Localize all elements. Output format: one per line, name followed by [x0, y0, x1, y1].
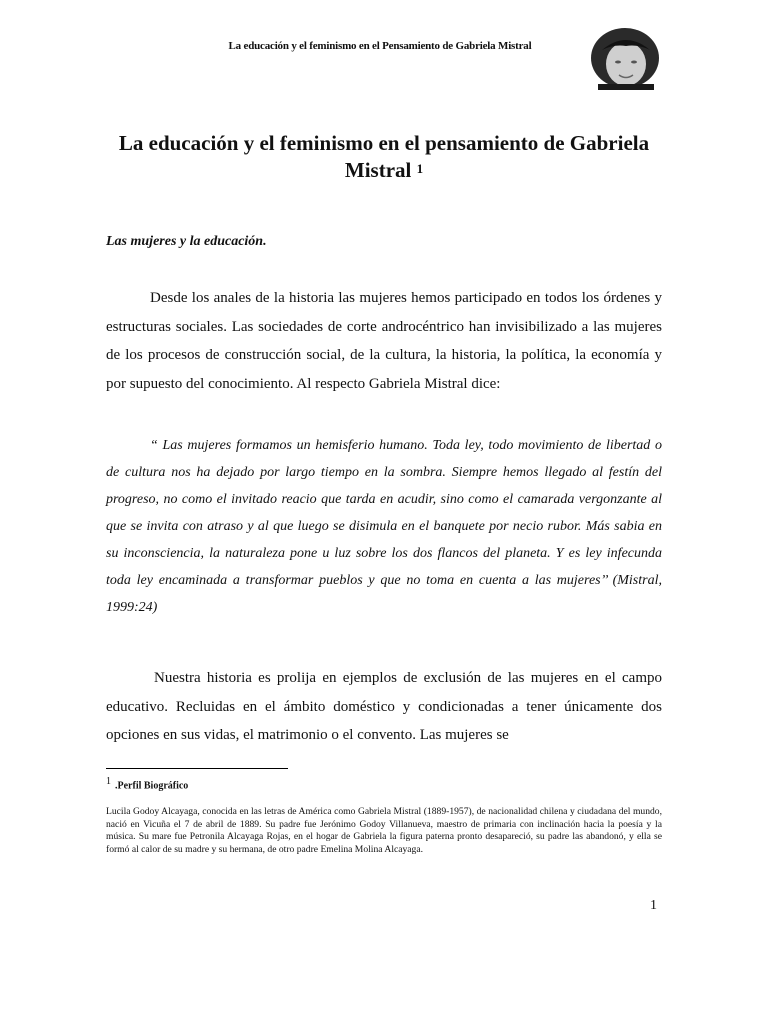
- footnote-number: 1: [106, 776, 111, 787]
- body-paragraph-1: Desde los anales de la historia las mujeres hemos participado en todos los órdenes y estructuras sociales. Las sociedades de corte androcéntrico han invisibilizado a las mujeres de los procesos de construcción social, de la cultura, la historia, la política, la economía y por supuesto del conocimiento. Al respecto Gabriela Mistral dice:: [106, 290, 662, 392]
- title-footnote-ref[interactable]: 1: [416, 161, 424, 176]
- author-portrait-icon: [588, 28, 660, 90]
- section-heading: Las mujeres y la educación.: [106, 234, 267, 249]
- block-quote: “ Las mujeres formamos un hemisferio humano. Toda ley, todo movimiento de libertad o de cultura nos ha dejado por largo tiempo en la sombra. Siempre hemos llegado al festín del progreso, no como el invitado reacio que tarda en acudir, sino como el camarada vergonzante al que se invita con atraso y al que luego se disimula en el banquete por necio rubor. Más sabia en su inconsciencia, la naturaleza pone u luz sobre los dos flancos del planeta. Y es ley infecunda toda ley encaminada a transformar pueblos y que no toma en cuenta a las mujeres’’ (Mistral, 1999:24): [106, 438, 662, 615]
- footnote-text: Lucila Godoy Alcayaga, conocida en las letras de América como Gabriela Mistral (1889-1957), de nacionalidad chilena y ciudadana del mundo, nació en Vicuña el 7 de abril de 1889. Su padre fue Jerónimo Godoy Villanueva, maestro de primaria con inclinación hacia la poesía y la música. Su mare fue Petronila Alcayaga Rojas, en el hogar de Gabriela la figura paterna pronto desapareció, su padre las abandonó, y ella se formó al calor de su madre y su hermana, de otro padre Emelina Molina Alcayaga.: [106, 806, 662, 855]
- running-header: La educación y el feminismo en el Pensamiento de Gabriela Mistral: [228, 40, 532, 52]
- page-number: 1: [650, 898, 657, 913]
- title-text: La educación y el feminismo en el pensamiento de Gabriela Mistral: [118, 131, 650, 182]
- footnote-divider: [106, 768, 288, 769]
- document-title: [90, 130, 678, 184]
- body-paragraph-2: Nuestra historia es prolija en ejemplos de exclusión de las mujeres en el campo educativo. Recluidas en el ámbito doméstico y condicionadas a tener únicamente dos opciones en sus vidas, el matrimonio o el convento. Las mujeres se: [106, 670, 662, 743]
- footnote-label-text: .Perfil Biográfico: [115, 780, 189, 792]
- footnote-label: [106, 776, 188, 791]
